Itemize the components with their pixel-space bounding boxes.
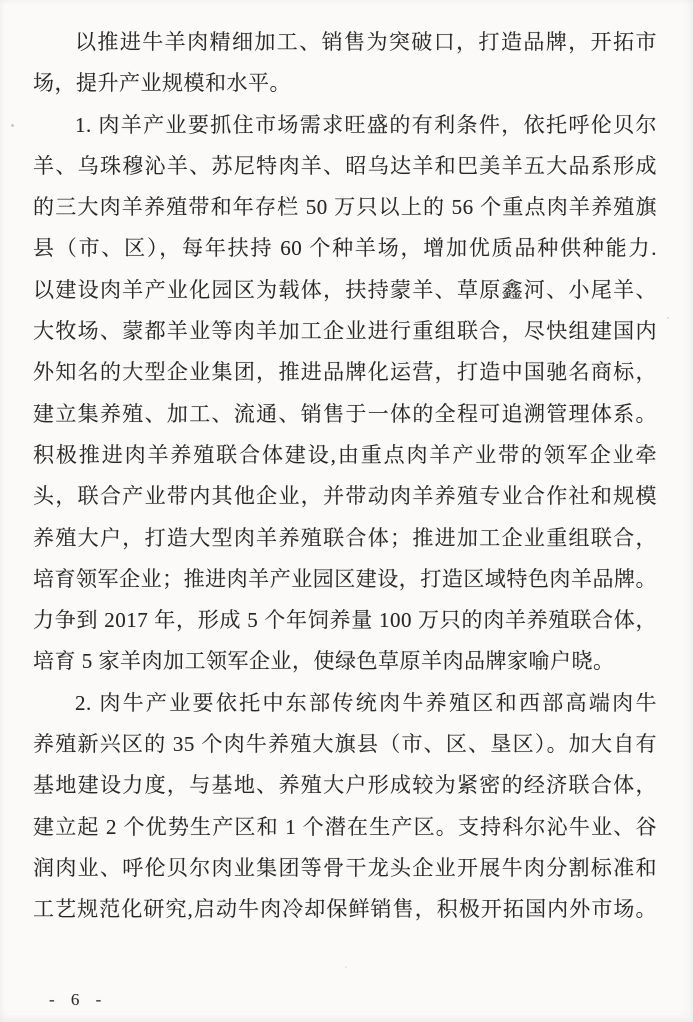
text-line: 建立起 2 个优势生产区和 1 个潜在生产区。支持科尔沁牛业、谷 bbox=[33, 814, 657, 839]
text-line: 外知名的大型企业集团，推进品牌化运营，打造中国驰名商标， bbox=[33, 360, 657, 385]
text-line: 羊、乌珠穆沁羊、苏尼特肉羊、昭乌达羊和巴美羊五大品系形成 bbox=[33, 153, 657, 178]
text-line: 大牧场、蒙都羊业等肉羊加工企业进行重组联合，尽快组建国内 bbox=[33, 319, 657, 344]
text-line: 积极推进肉羊养殖联合体建设,由重点肉羊产业带的领军企业牵 bbox=[33, 442, 657, 467]
text-line: 1. 肉羊产业要抓住市场需求旺盛的有利条件，依托呼伦贝尔 bbox=[75, 112, 657, 137]
text-line: 2. 肉牛产业要依托中东部传统肉牛养殖区和西部高端肉牛 bbox=[75, 690, 657, 715]
text-line: 养殖新兴区的 35 个肉牛养殖大旗县（市、区、垦区）。加大自有 bbox=[33, 732, 657, 757]
text-line: 的三大肉羊养殖带和年存栏 50 万只以上的 56 个重点肉羊养殖旗 bbox=[33, 195, 657, 220]
text-line: 场，提升产业规模和水平。 bbox=[33, 71, 291, 96]
text-line: 以推进牛羊肉精细加工、销售为突破口，打造品牌，开拓市 bbox=[75, 30, 657, 54]
text-line: 润肉业、呼伦贝尔肉业集团等骨干龙头企业开展牛肉分割标准和 bbox=[33, 855, 657, 880]
text-line: 力争到 2017 年，形成 5 个年饲养量 100 万只的肉羊养殖联合体， bbox=[33, 608, 657, 633]
scan-speck bbox=[11, 124, 14, 127]
text-line: 培育领军企业；推进肉羊产业园区建设，打造区域特色肉羊品牌。 bbox=[33, 566, 657, 591]
page-number: - 6 - bbox=[49, 990, 107, 1009]
text-line: 培育 5 家羊肉加工领军企业，使绿色草原羊肉品牌家喻户晓。 bbox=[33, 649, 615, 674]
text-line: 头，联合产业带内其他企业，并带动肉羊养殖专业合作社和规模 bbox=[33, 484, 657, 509]
scan-speck bbox=[667, 317, 669, 319]
text-line: 县（市、区），每年扶持 60 个种羊场，增加优质品种供种能力. bbox=[33, 236, 657, 261]
text-line: 基地建设力度，与基地、养殖大户形成较为紧密的经济联合体， bbox=[33, 773, 657, 798]
text-line: 建立集养殖、加工、流通、销售于一体的全程可追溯管理体系。 bbox=[33, 401, 657, 426]
text-line: 工艺规范化研究,启动牛肉冷却保鲜销售，积极开拓国内外市场。 bbox=[33, 897, 657, 922]
body-text bbox=[33, 22, 657, 931]
text-line: 养殖大户，打造大型肉羊养殖联合体；推进加工企业重组联合， bbox=[33, 525, 657, 550]
text-line: 以建设肉羊产业化园区为载体，扶持蒙羊、草原鑫河、小尾羊、 bbox=[33, 277, 657, 302]
scan-speck bbox=[345, 966, 347, 968]
